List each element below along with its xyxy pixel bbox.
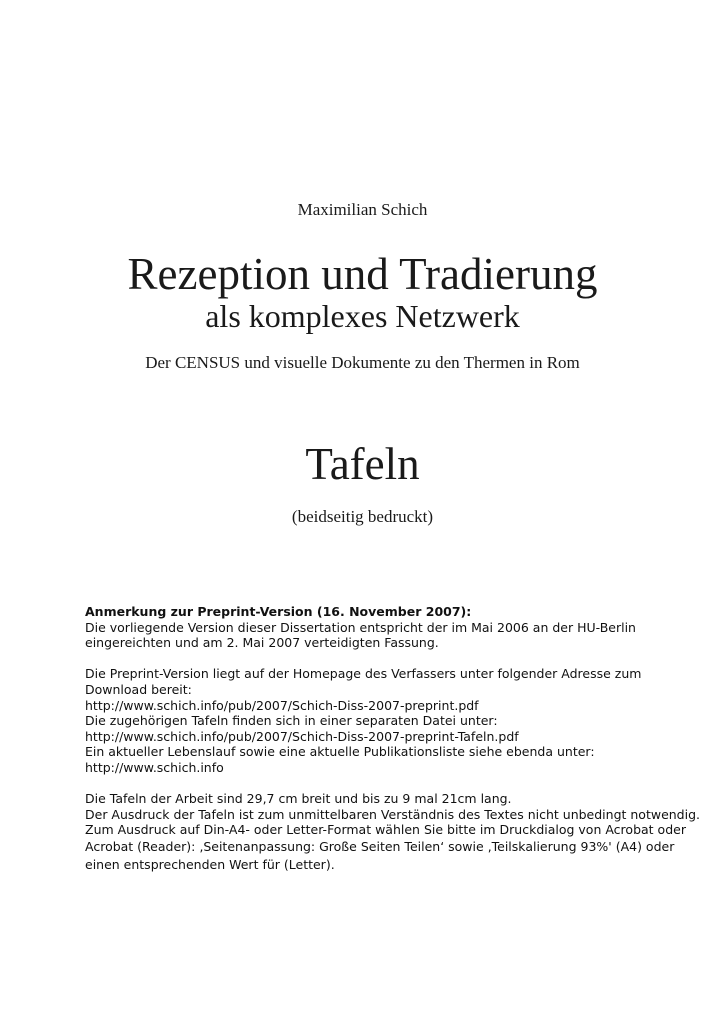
section-title: Tafeln [305, 439, 420, 489]
document-subtitle: als komplexes Netzwerk [205, 298, 520, 334]
paragraph-gap [85, 651, 715, 667]
homepage-url[interactable]: http://www.schich.info [85, 759, 224, 775]
tafeln-url[interactable]: http://www.schich.info/pub/2007/Schich-Diss-2007-preprint-Tafeln.pdf [85, 728, 519, 744]
document-description: Der CENSUS und visuelle Dokumente zu den Thermen in Rom [145, 353, 580, 372]
print-note: (beidseitig bedruckt) [291, 507, 434, 526]
note-line: eingereichten und am 2. Mai 2007 verteidigten Fassung. [85, 635, 439, 651]
note-line: Die vorliegende Version dieser Dissertation entspricht der im Mai 2006 an der HU-Berlin [85, 619, 636, 635]
note-line: Der Ausdruck der Tafeln ist zum unmittelbaren Verständnis des Textes nicht unbedingt notwendig. [85, 806, 701, 822]
preprint-url[interactable]: http://www.schich.info/pub/2007/Schich-Diss-2007-preprint.pdf [85, 697, 479, 713]
note-line: Die zugehörigen Tafeln finden sich in einer separaten Datei unter: [85, 713, 498, 729]
note-line: Acrobat (Reader): ‚Seitenanpassung: Große Seiten Teilen‘ sowie ‚Teilskalierung 93%' (A4) oder [85, 838, 675, 854]
note-line: Download bereit: [85, 681, 192, 697]
note-heading: Anmerkung zur Preprint-Version (16. November 2007): [85, 604, 472, 619]
note-line: einen entsprechenden Wert für (Letter). [85, 856, 335, 872]
note-line: Zum Ausdruck auf Din-A4- oder Letter-Format wählen Sie bitte im Druckdialog von Acrobat oder [85, 822, 686, 838]
note-line: Die Preprint-Version liegt auf der Homepage des Verfassers unter folgender Adresse zum [85, 666, 642, 682]
paragraph-gap [85, 776, 715, 792]
document-title: Rezeption und Tradierung [127, 249, 598, 299]
note-line: Ein aktueller Lebenslauf sowie eine aktuelle Publikationsliste siehe ebenda unter: [85, 744, 595, 760]
author-name: Maximilian Schich [297, 200, 428, 219]
preprint-note [85, 604, 715, 874]
note-line: Die Tafeln der Arbeit sind 29,7 cm breit und bis zu 9 mal 21cm lang. [85, 791, 512, 807]
